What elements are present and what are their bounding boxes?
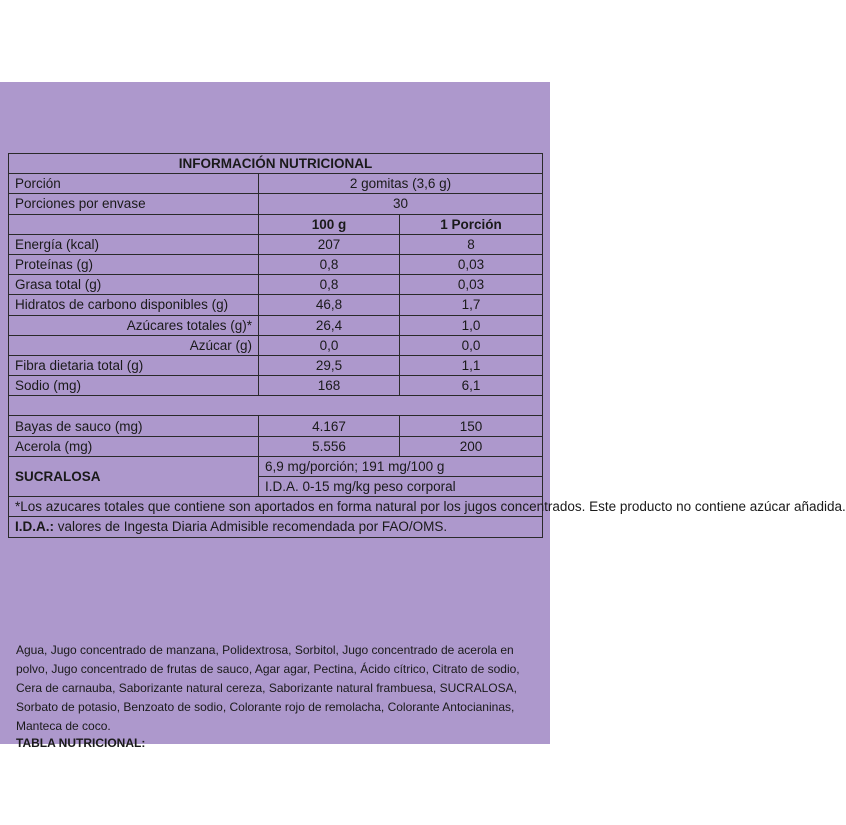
row-value-100g: 26,4	[259, 315, 400, 335]
spacer-row	[9, 396, 543, 416]
sucralosa-amount: 6,9 mg/porción; 191 mg/100 g	[259, 456, 543, 476]
table-row	[9, 355, 543, 375]
row-label: Energía (kcal)	[9, 234, 259, 254]
row-label: Azúcar (g)	[9, 335, 259, 355]
header-blank-cell	[9, 214, 259, 234]
row-value-portion: 0,03	[400, 254, 543, 274]
row-value-100g: 0,0	[259, 335, 400, 355]
table-title-row	[9, 154, 543, 174]
header-100g: 100 g	[259, 214, 400, 234]
column-header-row	[9, 214, 543, 234]
ida-definition	[9, 517, 543, 537]
row-value-100g: 0,8	[259, 254, 400, 274]
portion-label: Porción	[9, 174, 259, 194]
truncated-heading: TABLA NUTRICIONAL:	[16, 736, 146, 750]
table-title: INFORMACIÓN NUTRICIONAL	[9, 154, 543, 174]
ida-row	[9, 517, 543, 537]
row-label: Hidratos de carbono disponibles (g)	[9, 295, 259, 315]
row-value-portion: 0,0	[400, 335, 543, 355]
table-row	[9, 335, 543, 355]
table-row	[9, 436, 543, 456]
table-row	[9, 254, 543, 274]
row-value-portion: 1,1	[400, 355, 543, 375]
table-row	[9, 315, 543, 335]
row-value-portion: 1,0	[400, 315, 543, 335]
row-value-100g: 5.556	[259, 436, 400, 456]
row-value-portion: 8	[400, 234, 543, 254]
row-value-100g: 168	[259, 376, 400, 396]
row-label: Acerola (mg)	[9, 436, 259, 456]
table-row	[9, 295, 543, 315]
portions-value: 30	[259, 194, 543, 214]
nutrition-table	[8, 153, 846, 538]
ida-text: valores de Ingesta Diaria Admisible recomendada por FAO/OMS.	[54, 519, 448, 535]
footnote-row	[9, 497, 543, 517]
sucralosa-ida: I.D.A. 0-15 mg/kg peso corporal	[259, 477, 543, 497]
portions-label: Porciones por envase	[9, 194, 259, 214]
row-value-portion: 0,03	[400, 275, 543, 295]
portions-row	[9, 194, 543, 214]
header-portion: 1 Porción	[400, 214, 543, 234]
table-row	[9, 376, 543, 396]
table-row	[9, 275, 543, 295]
row-value-portion: 200	[400, 436, 543, 456]
row-label: Sodio (mg)	[9, 376, 259, 396]
row-value-100g: 4.167	[259, 416, 400, 436]
row-label: Grasa total (g)	[9, 275, 259, 295]
portion-row	[9, 174, 543, 194]
table-row	[9, 416, 543, 436]
row-value-portion: 150	[400, 416, 543, 436]
portion-value: 2 gomitas (3,6 g)	[259, 174, 543, 194]
sugar-footnote: *Los azucares totales que contiene son aportados en forma natural por los jugos concentrados. Este producto no contiene azúcar añadida.	[9, 497, 543, 517]
table-row	[9, 234, 543, 254]
row-value-100g: 207	[259, 234, 400, 254]
sucralosa-label: SUCRALOSA	[9, 456, 259, 496]
ida-abbrev: I.D.A.:	[15, 519, 54, 535]
row-value-100g: 46,8	[259, 295, 400, 315]
row-label: Fibra dietaria total (g)	[9, 355, 259, 375]
row-value-100g: 0,8	[259, 275, 400, 295]
spacer-cell	[9, 396, 543, 416]
ingredients-list: Agua, Jugo concentrado de manzana, Polidextrosa, Sorbitol, Jugo concentrado de acerola en polvo, Jugo concentrado de frutas de sauco, Agar agar, Pectina, Ácido cítrico, Citrato de sodio, Cera de carnauba, Saborizante natural cereza, Saborizante natural frambuesa, SUCRALOSA, Sorbato de potasio, Benzoato de sodio, Colorante rojo de remolacha, Colorante Antocianinas, Manteca de coco.	[16, 643, 520, 733]
row-label: Bayas de sauco (mg)	[9, 416, 259, 436]
row-value-100g: 29,5	[259, 355, 400, 375]
row-label: Azúcares totales (g)*	[9, 315, 259, 335]
row-value-portion: 1,7	[400, 295, 543, 315]
row-label: Proteínas (g)	[9, 254, 259, 274]
sucralosa-row	[9, 456, 543, 476]
row-value-portion: 6,1	[400, 376, 543, 396]
